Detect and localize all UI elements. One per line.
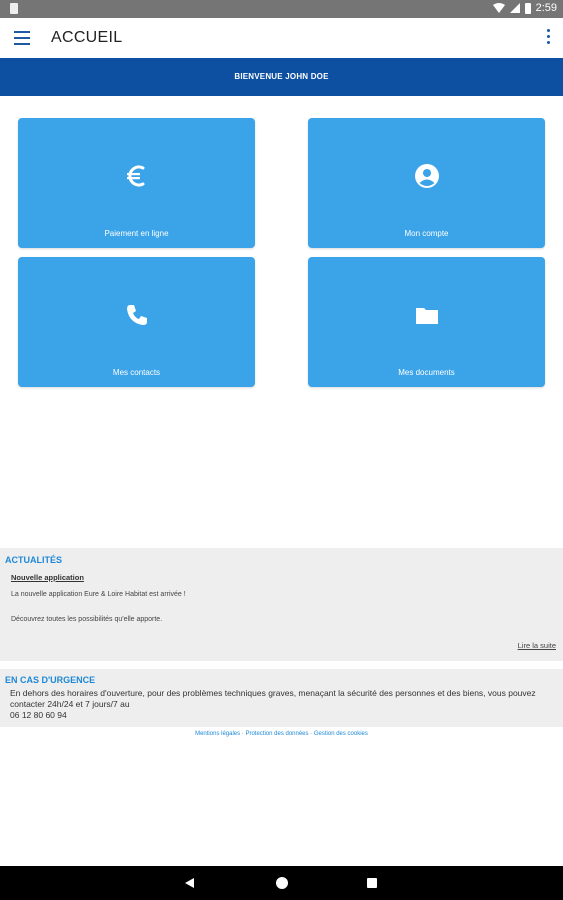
tile-label: Mon compte <box>404 229 449 238</box>
hamburger-menu-icon[interactable] <box>14 31 30 45</box>
tile-label: Paiement en ligne <box>104 229 169 238</box>
tile-mes-contacts[interactable] <box>18 257 255 387</box>
status-bar <box>0 0 563 18</box>
system-nav-bar <box>0 866 563 900</box>
news-title: ACTUALITÉS <box>5 555 62 565</box>
more-vertical-icon[interactable] <box>547 29 551 47</box>
emergency-title: EN CAS D'URGENCE <box>5 675 96 685</box>
tile-label: Mes documents <box>398 368 455 377</box>
tile-mon-compte[interactable] <box>308 118 545 248</box>
folder-icon <box>413 301 441 329</box>
welcome-banner: BIENVENUE JOHN DOE <box>0 58 563 96</box>
footer-links <box>0 731 563 737</box>
page-title: ACCUEIL <box>51 29 123 46</box>
footer-separator: · <box>308 731 314 737</box>
news-headline: Nouvelle application <box>11 573 84 582</box>
signal-icon <box>510 3 520 13</box>
emergency-description: En dehors des horaires d'ouverture, pour des problèmes techniques graves, menaçant la sécurité des personnes et des biens, vous pouvez contacter 24h/24 et 7 jours/7 au <box>10 688 536 709</box>
account-circle-icon <box>413 162 441 190</box>
footer-link-cookies[interactable]: Gestion des cookies <box>313 731 368 737</box>
emergency-phone[interactable]: 06 12 80 60 94 <box>10 710 67 720</box>
back-icon[interactable] <box>185 878 194 888</box>
emergency-section <box>0 669 563 727</box>
tile-paiement-en-ligne[interactable] <box>18 118 255 248</box>
app-bar <box>0 18 563 58</box>
euro-icon <box>123 162 151 190</box>
tile-mes-documents[interactable] <box>308 257 545 387</box>
emergency-text <box>10 688 558 721</box>
battery-icon <box>525 3 531 14</box>
wifi-icon <box>493 3 505 13</box>
footer-link-protection[interactable]: Protection des données <box>245 731 309 737</box>
read-more-link[interactable]: Lire la suite <box>517 641 556 650</box>
sim-icon <box>10 3 18 14</box>
phone-icon <box>123 301 151 329</box>
footer-separator: · <box>240 731 246 737</box>
recent-apps-icon[interactable] <box>367 878 377 888</box>
tile-label: Mes contacts <box>112 368 161 377</box>
news-paragraph: Découvrez toutes les possibilités qu'elle apporte. <box>11 616 163 623</box>
news-paragraph: La nouvelle application Eure & Loire Habitat est arrivée ! <box>11 591 186 598</box>
news-section <box>0 548 563 661</box>
status-icons <box>493 2 557 14</box>
status-time: 2:59 <box>535 2 557 14</box>
home-icon[interactable] <box>276 877 288 889</box>
footer-link-mentions[interactable]: Mentions légales <box>195 731 241 737</box>
